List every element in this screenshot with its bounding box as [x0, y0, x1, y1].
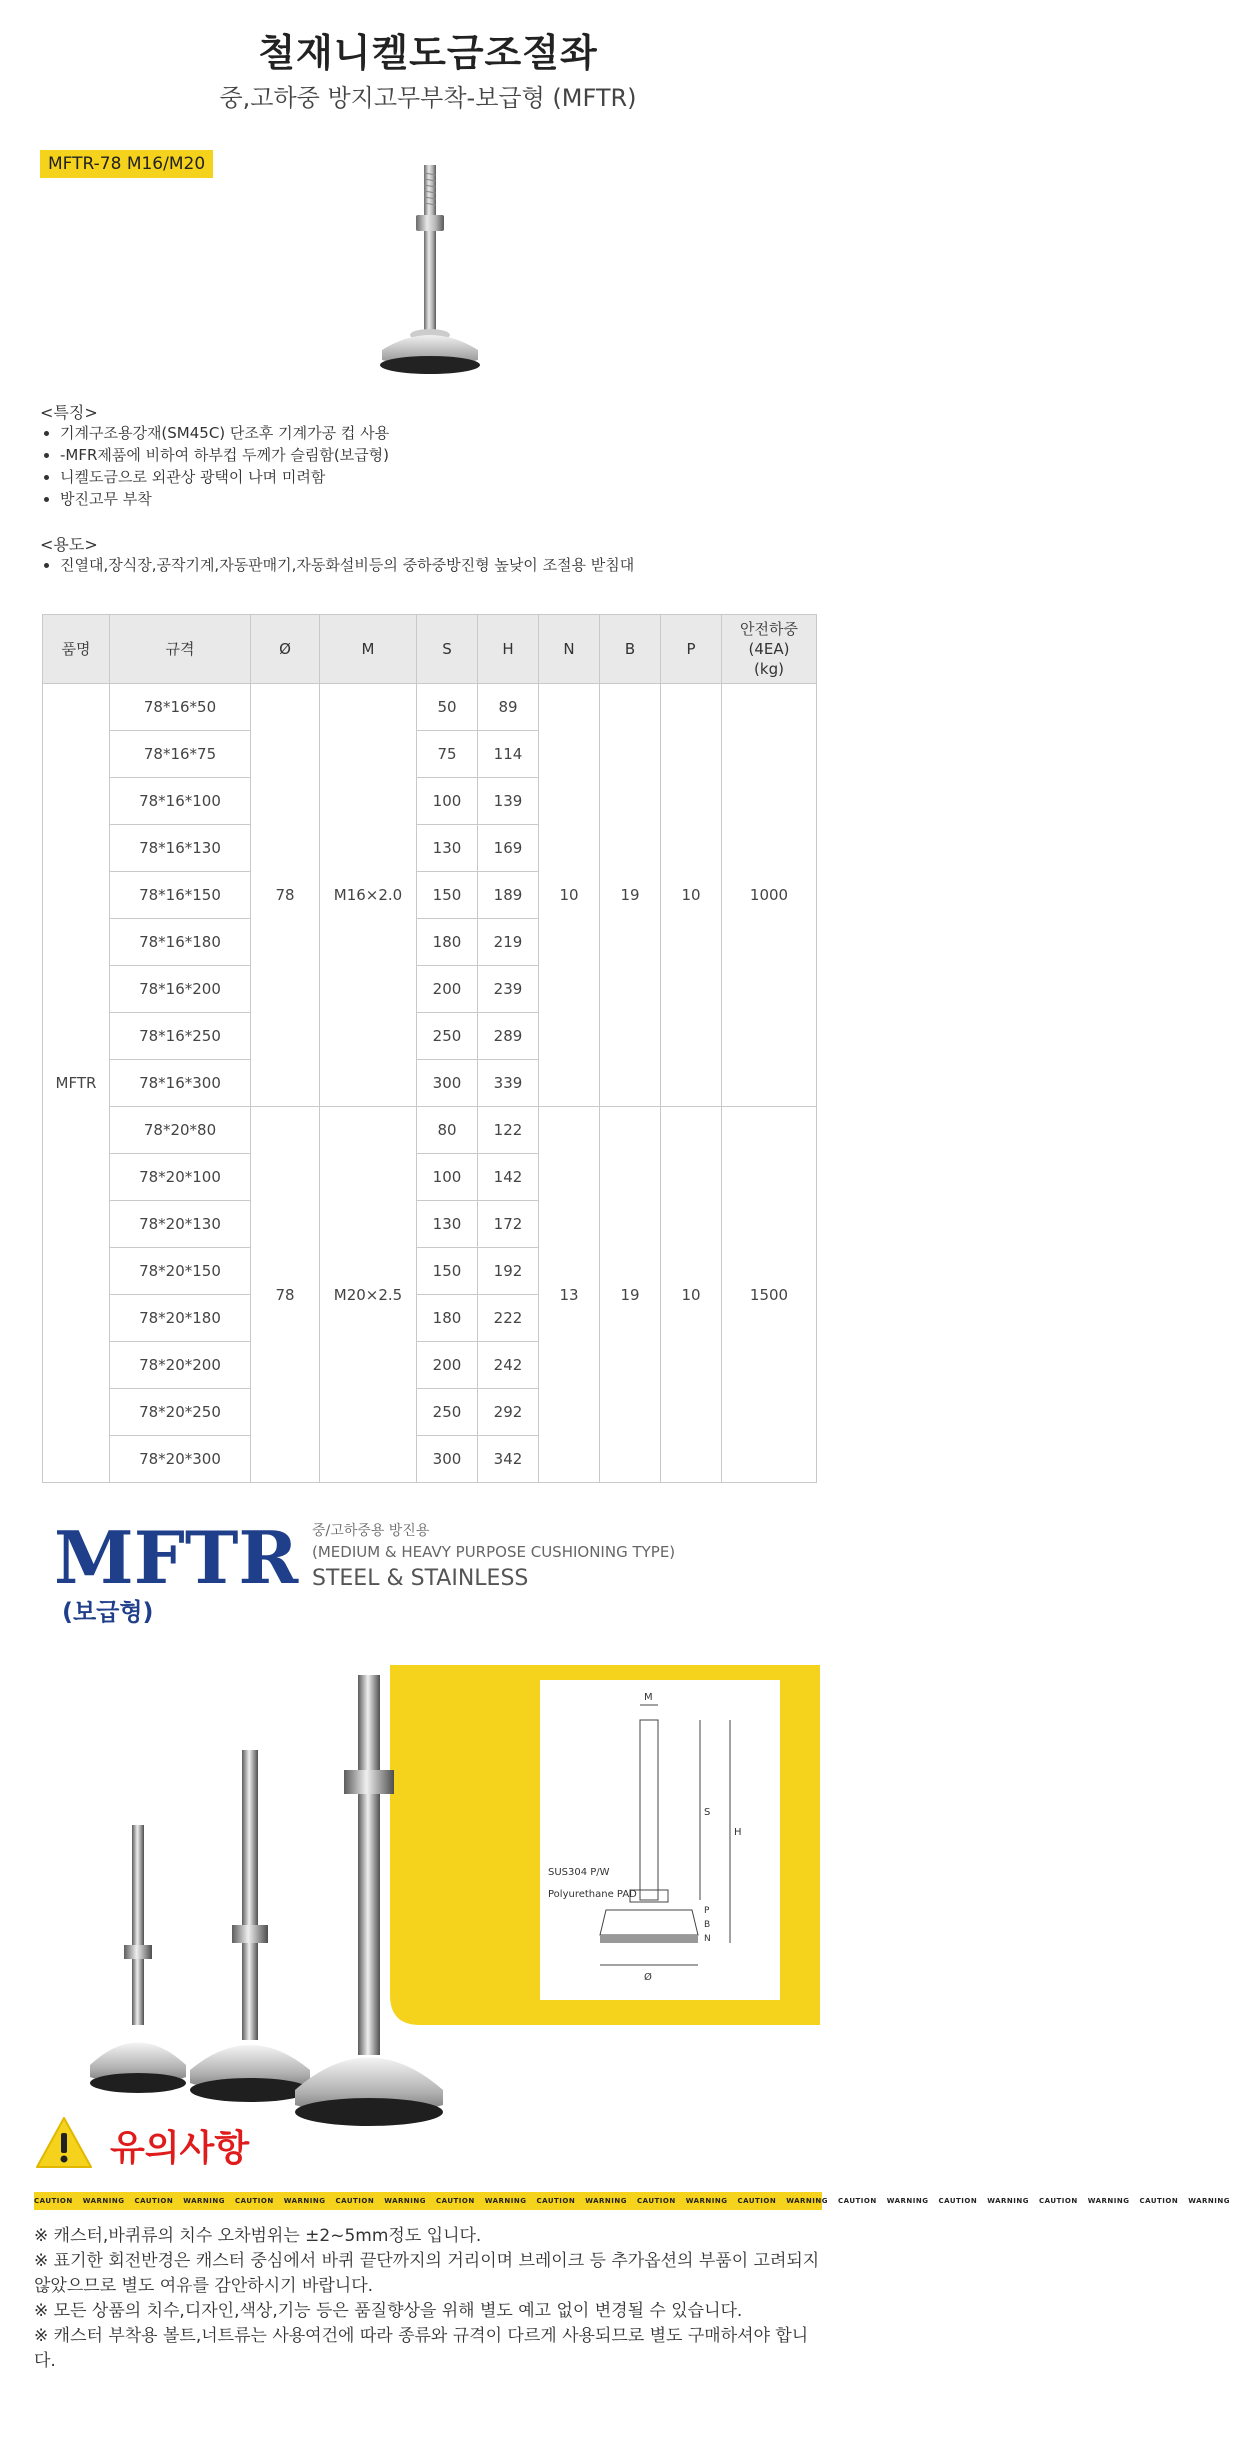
table-header-row — [43, 615, 817, 684]
hex-nut — [416, 215, 444, 231]
list-item: • 기계구조용강재(SM45C) 단조후 기계가공 컵 사용 — [60, 422, 389, 444]
cell-p: 10 — [661, 1107, 722, 1483]
caution-word: CAUTION — [838, 2197, 877, 2205]
cell-h: 342 — [478, 1436, 539, 1483]
rubber-pad — [380, 356, 480, 374]
cell-h: 89 — [478, 684, 539, 731]
cell-phi: 78 — [251, 684, 320, 1107]
cell-spec: 78*16*200 — [110, 966, 251, 1013]
label-m: M — [644, 1692, 653, 1703]
usage-list — [44, 554, 634, 576]
foot-small — [90, 1825, 186, 2093]
cell-spec: 78*20*180 — [110, 1295, 251, 1342]
caution-word: CAUTION — [637, 2197, 676, 2205]
caution-word: WARNING — [685, 2197, 728, 2205]
cell-m: M20×2.5 — [320, 1107, 417, 1483]
caution-word: WARNING — [1188, 2197, 1230, 2205]
cell-s: 130 — [417, 1201, 478, 1248]
caution-word: CAUTION — [134, 2197, 174, 2205]
cell-s: 150 — [417, 1248, 478, 1295]
label-n: N — [704, 1934, 711, 1944]
caution-word: CAUTION — [737, 2197, 777, 2205]
caution-word: CAUTION — [34, 2197, 73, 2205]
product-photo — [330, 145, 530, 385]
cell-spec: 78*16*180 — [110, 919, 251, 966]
col-header-h: H — [478, 615, 539, 684]
cell-h: 192 — [478, 1248, 539, 1295]
warning-icon — [34, 2115, 94, 2171]
cell-b: 19 — [600, 1107, 661, 1483]
cell-h: 139 — [478, 778, 539, 825]
cell-spec: 78*20*300 — [110, 1436, 251, 1483]
cell-h: 172 — [478, 1201, 539, 1248]
cell-spec: 78*20*150 — [110, 1248, 251, 1295]
list-item: • -MFR제품에 비하여 하부컵 두께가 슬림함(보급형) — [60, 444, 389, 466]
cell-h: 189 — [478, 872, 539, 919]
poster-material: STEEL & STAINLESS — [312, 1566, 529, 1591]
cell-load: 1000 — [722, 684, 817, 1107]
cell-s: 300 — [417, 1060, 478, 1107]
label-b: B — [704, 1920, 711, 1930]
col-header-b: B — [600, 615, 661, 684]
caution-word: CAUTION — [436, 2197, 475, 2205]
label-washer: SUS304 P/W — [548, 1867, 610, 1878]
caution-word: WARNING — [283, 2197, 326, 2205]
cell-spec: 78*16*50 — [110, 684, 251, 731]
cell-h: 114 — [478, 731, 539, 778]
cell-spec: 78*20*250 — [110, 1389, 251, 1436]
cell-spec: 78*16*300 — [110, 1060, 251, 1107]
col-header-load: 안전하중 (4EA) (kg) — [722, 615, 817, 684]
cell-h: 292 — [478, 1389, 539, 1436]
cell-m: M16×2.0 — [320, 684, 417, 1107]
caution-word: CAUTION — [938, 2197, 978, 2205]
notice-line: ※ 캐스터 부착용 볼트,너트류는 사용여건에 따라 종류와 규격이 다르게 사용되므로 별도 구매하셔야 합니다. — [34, 2326, 809, 2371]
caution-word: WARNING — [82, 2197, 125, 2205]
caution-strip — [34, 2192, 1230, 2210]
usage-label: <용도> — [40, 535, 98, 554]
thread-shaft — [424, 165, 436, 335]
cell-spec: 78*20*80 — [110, 1107, 251, 1154]
caution-word: WARNING — [987, 2197, 1029, 2205]
poster-logo: MFTR — [54, 1515, 299, 1600]
caution-word: WARNING — [886, 2197, 929, 2205]
cell-s: 250 — [417, 1389, 478, 1436]
cell-s: 180 — [417, 1295, 478, 1342]
cell-h: 239 — [478, 966, 539, 1013]
cell-h: 142 — [478, 1154, 539, 1201]
product-poster — [40, 1505, 820, 2145]
notice-line: ※ 표기한 회전반경은 캐스터 중심에서 바퀴 끝단까지의 거리이며 브레이크 등 추가옵션의 부품이 고려되지 않았으므로 별도 여유를 감안하시기 바랍니다. — [34, 2251, 820, 2296]
drawing-pad — [600, 1935, 698, 1943]
label-p: P — [704, 1906, 710, 1916]
col-header-p: P — [661, 615, 722, 684]
col-header-phi: Ø — [251, 615, 320, 684]
caution-word: WARNING — [484, 2197, 527, 2205]
cell-spec: 78*16*250 — [110, 1013, 251, 1060]
col-header-s: S — [417, 615, 478, 684]
list-item: • 진열대,장식장,공작기계,자동판매기,자동화설비등의 중하중방진형 높낮이 조절용 받침대 — [60, 554, 634, 576]
col-header-m: M — [320, 615, 417, 684]
table-row — [43, 1107, 817, 1154]
caution-word: CAUTION — [536, 2197, 576, 2205]
cell-s: 130 — [417, 825, 478, 872]
caution-word: WARNING — [585, 2197, 627, 2205]
drawing-card — [540, 1680, 780, 2000]
caution-word: WARNING — [183, 2197, 225, 2205]
cell-s: 80 — [417, 1107, 478, 1154]
cell-n: 13 — [539, 1107, 600, 1483]
cell-h: 339 — [478, 1060, 539, 1107]
poster-logo-sub: (보급형) — [62, 1598, 154, 1626]
caution-word: CAUTION — [235, 2197, 274, 2205]
page-subtitle: 중,고하중 방지고무부착-보급형 (MFTR) — [219, 84, 637, 112]
caution-word: WARNING — [384, 2197, 426, 2205]
page-title: 철재니켈도금조절좌 — [258, 31, 598, 75]
col-header-spec: 규격 — [110, 615, 251, 684]
notice-line: ※ 캐스터,바퀴류의 치수 오차범위는 ±2~5mm정도 입니다. — [34, 2226, 482, 2246]
list-item: • 니켈도금으로 외관상 광택이 나며 미려함 — [60, 466, 389, 488]
spec-table-body — [43, 684, 817, 1483]
foot-medium — [190, 1750, 310, 2102]
caution-word: CAUTION — [1139, 2197, 1179, 2205]
notice-title: 유의사항 — [110, 2128, 250, 2169]
cell-spec: 78*20*130 — [110, 1201, 251, 1248]
poster-desc-en: (MEDIUM & HEAVY PURPOSE CUSHIONING TYPE) — [312, 1543, 676, 1561]
features-list — [44, 422, 389, 510]
cell-spec: 78*20*200 — [110, 1342, 251, 1389]
cell-n: 10 — [539, 684, 600, 1107]
cell-s: 180 — [417, 919, 478, 966]
notice-notes — [34, 2224, 824, 2374]
cell-s: 100 — [417, 778, 478, 825]
cell-h: 219 — [478, 919, 539, 966]
cell-s: 200 — [417, 966, 478, 1013]
cell-s: 100 — [417, 1154, 478, 1201]
cell-h: 222 — [478, 1295, 539, 1342]
col-header-name: 품명 — [43, 615, 110, 684]
cell-load: 1500 — [722, 1107, 817, 1483]
caution-word: CAUTION — [1039, 2197, 1078, 2205]
caution-word: WARNING — [1087, 2197, 1130, 2205]
col-header-n: N — [539, 615, 600, 684]
model-tag: MFTR-78 M16/M20 — [40, 150, 213, 178]
notice-line: ※ 모든 상품의 치수,디자인,색상,기능 등은 품질향상을 위해 별도 예고 없이 변경될 수 있습니다. — [34, 2301, 743, 2321]
caution-word: CAUTION — [335, 2197, 375, 2205]
cell-s: 250 — [417, 1013, 478, 1060]
cell-s: 50 — [417, 684, 478, 731]
spec-table — [42, 614, 817, 1483]
list-item: • 방진고무 부착 — [60, 488, 389, 510]
cell-h: 289 — [478, 1013, 539, 1060]
label-s: S — [704, 1807, 711, 1818]
label-pad: Polyurethane PAD — [548, 1889, 637, 1900]
cell-s: 300 — [417, 1436, 478, 1483]
cell-spec: 78*20*100 — [110, 1154, 251, 1201]
cell-spec: 78*16*130 — [110, 825, 251, 872]
cell-s: 150 — [417, 872, 478, 919]
cell-h: 122 — [478, 1107, 539, 1154]
cell-spec: 78*16*75 — [110, 731, 251, 778]
features-label: <특징> — [40, 403, 98, 422]
cell-h: 169 — [478, 825, 539, 872]
cell-s: 200 — [417, 1342, 478, 1389]
cell-name: MFTR — [43, 684, 110, 1483]
cell-b: 19 — [600, 684, 661, 1107]
cell-spec: 78*16*150 — [110, 872, 251, 919]
cell-s: 75 — [417, 731, 478, 778]
label-phi: Ø — [644, 1972, 652, 1983]
poster-desc-ko: 중/고하중용 방진용 — [312, 1523, 430, 1539]
cell-h: 242 — [478, 1342, 539, 1389]
caution-word: WARNING — [786, 2197, 828, 2205]
cell-phi: 78 — [251, 1107, 320, 1483]
table-row — [43, 684, 817, 731]
cell-p: 10 — [661, 684, 722, 1107]
cell-spec: 78*16*100 — [110, 778, 251, 825]
label-h: H — [734, 1827, 742, 1838]
